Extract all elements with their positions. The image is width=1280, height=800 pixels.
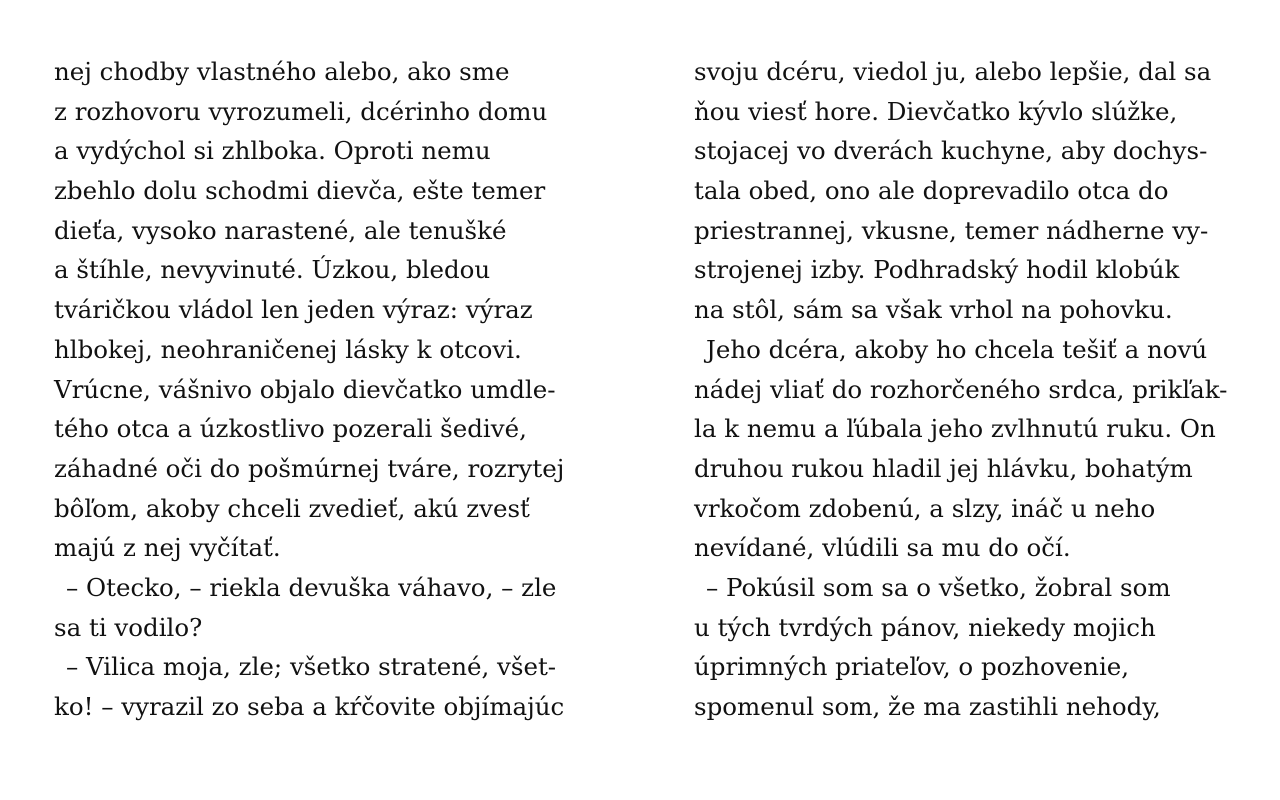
text-line: u tých tvrdých pánov, niekedy mojich	[694, 612, 1156, 642]
text-line: Vrúcne, vášnivo objalo dievčatko umdle-	[54, 374, 556, 404]
dialogue-line: – Vilica moja, zle; všetko stratené, všet-	[66, 652, 557, 682]
text-line: tala obed, ono ale doprevadilo otca do	[694, 176, 1169, 206]
text-line: ňou viesť hore. Dievčatko kývlo slúžke,	[694, 96, 1178, 126]
text-line: na stôl, sám sa však vrhol na pohovku.	[694, 295, 1173, 325]
text-line: a štíhle, nevyvinuté. Úzkou, bledou	[54, 255, 491, 285]
text-line: tváričkou vládol len jeden výraz: výraz	[54, 295, 533, 325]
text-line: druhou rukou hladil jej hlávku, bohatým	[694, 453, 1193, 483]
text-line: z rozhovoru vyrozumeli, dcérinho domu	[54, 96, 548, 126]
text-line: sa ti vodilo?	[54, 612, 203, 642]
dialogue-line: – Otecko, – riekla devuška váhavo, – zle	[66, 572, 557, 602]
text-line: ko! – vyrazil zo seba a kŕčovite objímajúc	[54, 692, 565, 721]
text-line: hlbokej, neohraničenej lásky k otcovi.	[54, 334, 522, 364]
text-line: majú z nej vyčítať.	[54, 533, 281, 563]
text-line: zbehlo dolu schodmi dievča, ešte temer	[54, 176, 546, 206]
text-line: strojenej izby. Podhradský hodil klobúk	[694, 255, 1180, 285]
text-line: dieťa, vysoko narastené, ale tenušké	[54, 215, 507, 245]
text-line: a vydýchol si zhlboka. Oproti nemu	[54, 136, 491, 166]
text-line: svoju dcéru, viedol ju, alebo lepšie, dal sa	[694, 57, 1212, 86]
dialogue-line: – Pokúsil som sa o všetko, žobral som	[706, 572, 1171, 602]
text-line: stojacej vo dverách kuchyne, aby dochys-	[694, 136, 1208, 166]
text-line: la k nemu a ľúbala jeho zvlhnutú ruku. On	[694, 414, 1216, 444]
text-line: spomenul som, že ma zastihli nehody,	[694, 692, 1161, 721]
text-line: nádej vliať do rozhorčeného srdca, prikľak-	[694, 374, 1228, 404]
text-line: priestrannej, vkusne, temer nádherne vy-	[694, 215, 1209, 245]
left-page-text	[54, 52, 614, 727]
text-line: vrkočom zdobenú, a slzy, ináč u neho	[694, 493, 1156, 523]
text-line: nej chodby vlastného alebo, ako sme	[54, 57, 510, 86]
text-line: úprimných priateľov, o pozhovenie,	[694, 652, 1130, 682]
text-line: nevídané, vlúdili sa mu do očí.	[694, 533, 1071, 563]
text-line: bôľom, akoby chceli zvedieť, akú zvesť	[54, 493, 530, 523]
paragraph-start-line: Jeho dcéra, akoby ho chcela tešiť a novú	[706, 334, 1208, 364]
right-page-text	[694, 52, 1254, 727]
text-line: tého otca a úzkostlivo pozerali šedivé,	[54, 414, 527, 444]
text-line: záhadné oči do pošmúrnej tváre, rozrytej	[54, 453, 565, 483]
